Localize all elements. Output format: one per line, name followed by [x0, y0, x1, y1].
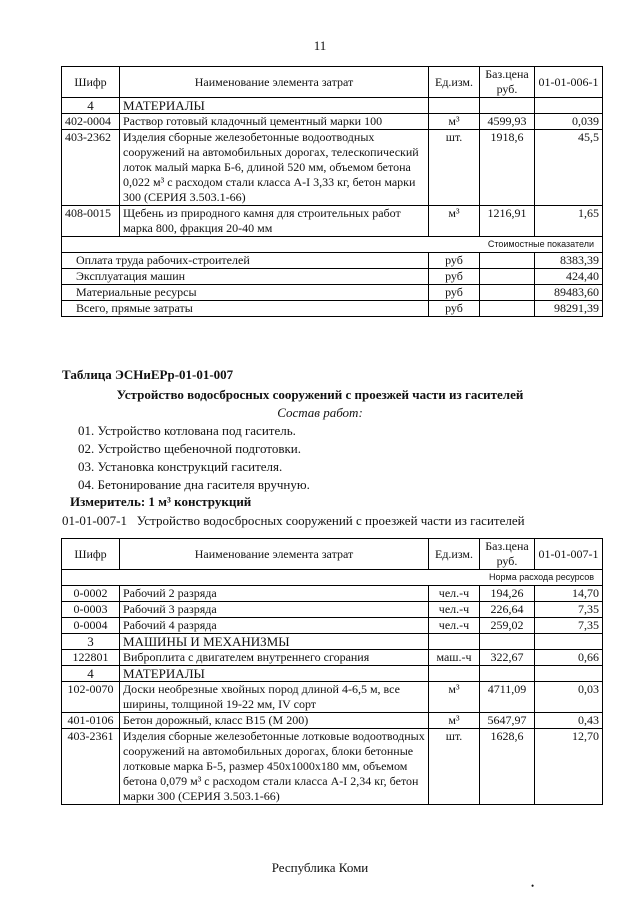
col-header-unit: Ед.изм.: [429, 539, 480, 570]
row-code: 403-2361: [62, 729, 120, 805]
row-unit: шт.: [429, 729, 480, 805]
row-price: 1216,91: [480, 206, 535, 237]
measurer: Измеритель: 1 м³ конструкций: [70, 494, 252, 509]
row-price: 4599,93: [480, 114, 535, 130]
table-row: [62, 130, 603, 206]
col-header-unit: Ед.изм.: [429, 67, 480, 98]
row-norm: 0,03: [535, 682, 603, 713]
col-header-name: Наименование элемента затрат: [120, 67, 429, 98]
row-unit: маш.-ч: [429, 650, 480, 666]
section-title: МАШИНЫ И МЕХАНИЗМЫ: [120, 634, 429, 650]
work-item: 02. Устройство щебеночной подготовки.: [78, 441, 301, 456]
table-row: [62, 206, 603, 237]
section-number: 4: [62, 98, 120, 114]
row-price: 194,26: [480, 586, 535, 602]
row-name: Раствор готовый кладочный цементный марки 100: [120, 114, 429, 130]
table-title: Устройство водосбросных сооружений с проезжей части из гасителей: [116, 387, 524, 402]
row-name: Щебень из природного камня для строительных работ марка 800, фракция 20-40 мм: [120, 206, 429, 237]
row-name: Изделия сборные железобетонные водоотводных сооружений на автомобильных дорогах, телескопический лоток малый марка Б-6, длиной 520 мм, объемом бетона 0,022 м³ с расходом стали класса А-I 3,33 кг, бетон марки 300 (СЕРИЯ 3.503.1-66): [120, 130, 429, 206]
total-value: 8383,39: [535, 253, 603, 269]
total-row: [62, 269, 603, 285]
row-price: 4711,09: [480, 682, 535, 713]
row-code: 0-0003: [62, 602, 120, 618]
row-unit: м³: [429, 206, 480, 237]
table-row: [62, 618, 603, 634]
total-label: Оплата труда рабочих-строителей: [62, 253, 429, 269]
row-name: Доски необрезные хвойных пород длиной 4-6,5 м, все ширины, толщиной 19-22 мм, IV сорт: [120, 682, 429, 713]
cost-indicators-note: Стоимостные показатели: [62, 237, 603, 253]
row-norm: 7,35: [535, 618, 603, 634]
col-header-price: Баз.цена руб.: [480, 67, 535, 98]
materials-table-1: [61, 66, 603, 317]
item-line: 01-01-007-1 Устройство водосбросных сооружений с проезжей части из гасителей: [62, 513, 525, 528]
col-header-code: Шифр: [62, 67, 120, 98]
row-unit: чел.-ч: [429, 586, 480, 602]
row-unit: м³: [429, 682, 480, 713]
col-header-price: Баз.цена руб.: [480, 539, 535, 570]
composition-title: Состав работ:: [277, 405, 363, 420]
resource-norm-note: Норма расхода ресурсов: [62, 570, 603, 586]
row-unit: чел.-ч: [429, 618, 480, 634]
col-header-code: Шифр: [62, 539, 120, 570]
table-header-row: [62, 67, 603, 98]
total-unit: руб: [429, 269, 480, 285]
work-item: 04. Бетонирование дна гасителя вручную.: [78, 477, 310, 492]
row-name: Рабочий 2 разряда: [120, 586, 429, 602]
total-row: [62, 285, 603, 301]
row-unit: шт.: [429, 130, 480, 206]
row-name: Изделия сборные железобетонные лотковые водоотводных сооружений на автомобильных дорогах, блоки бетонные лотковые марка Б-5, размер 450x1000x180 мм, объемом бетона 0,079 м³ с расходом стали класса А-I 2,34 кг, бетон марки 300 (СЕРИЯ 3.503.1-66): [120, 729, 429, 805]
row-price: 5647,97: [480, 713, 535, 729]
row-code: 408-0015: [62, 206, 120, 237]
row-norm: 7,35: [535, 602, 603, 618]
total-unit: руб: [429, 301, 480, 317]
row-norm: 0,43: [535, 713, 603, 729]
row-code: 0-0002: [62, 586, 120, 602]
table-row: [62, 729, 603, 805]
row-unit: м³: [429, 114, 480, 130]
row-norm: 45,5: [535, 130, 603, 206]
total-row: [62, 253, 603, 269]
table-row: [62, 682, 603, 713]
col-header-name: Наименование элемента затрат: [120, 539, 429, 570]
row-norm: 0,66: [535, 650, 603, 666]
row-norm: 14,70: [535, 586, 603, 602]
table-header: Таблица ЭСНиЕРр-01-01-007: [62, 367, 234, 382]
footer-region: Республика Коми: [271, 860, 369, 875]
note-row: [62, 237, 603, 253]
section-title: МАТЕРИАЛЫ: [120, 98, 429, 114]
section-row: [62, 634, 603, 650]
section-title: МАТЕРИАЛЫ: [120, 666, 429, 682]
row-unit: м³: [429, 713, 480, 729]
row-name: Бетон дорожный, класс В15 (М 200): [120, 713, 429, 729]
row-code: 102-0070: [62, 682, 120, 713]
total-row: [62, 301, 603, 317]
row-price: 1628,6: [480, 729, 535, 805]
table-row: [62, 713, 603, 729]
note-row: [62, 570, 603, 586]
row-code: 122801: [62, 650, 120, 666]
row-name: Рабочий 4 разряда: [120, 618, 429, 634]
total-label: Материальные ресурсы: [62, 285, 429, 301]
page-number: 11: [313, 38, 327, 53]
row-name: Рабочий 3 разряда: [120, 602, 429, 618]
work-item: 03. Установка конструкций гасителя.: [78, 459, 283, 474]
row-price: 259,02: [480, 618, 535, 634]
table-row: [62, 114, 603, 130]
table-row: [62, 586, 603, 602]
col-header-norm: 01-01-007-1: [535, 539, 603, 570]
row-name: Виброплита с двигателем внутреннего сгорания: [120, 650, 429, 666]
total-value: 89483,60: [535, 285, 603, 301]
row-norm: 12,70: [535, 729, 603, 805]
row-code: 403-2362: [62, 130, 120, 206]
row-norm: 1,65: [535, 206, 603, 237]
section-number: 3: [62, 634, 120, 650]
total-unit: руб: [429, 285, 480, 301]
row-norm: 0,039: [535, 114, 603, 130]
row-code: 402-0004: [62, 114, 120, 130]
work-item: 01. Устройство котлована под гаситель.: [78, 423, 296, 438]
row-price: 322,67: [480, 650, 535, 666]
row-code: 0-0004: [62, 618, 120, 634]
row-unit: чел.-ч: [429, 602, 480, 618]
table-row: [62, 602, 603, 618]
row-code: 401-0106: [62, 713, 120, 729]
section-number: 4: [62, 666, 120, 682]
stray-mark: •: [531, 881, 535, 891]
section-row: [62, 666, 603, 682]
total-value: 424,40: [535, 269, 603, 285]
total-label: Эксплуатация машин: [62, 269, 429, 285]
col-header-norm: 01-01-006-1: [535, 67, 603, 98]
total-unit: руб: [429, 253, 480, 269]
total-value: 98291,39: [535, 301, 603, 317]
row-price: 1918,6: [480, 130, 535, 206]
total-label: Всего, прямые затраты: [62, 301, 429, 317]
row-price: 226,64: [480, 602, 535, 618]
table-header-row: [62, 539, 603, 570]
section-row: [62, 98, 603, 114]
table-row: [62, 650, 603, 666]
resources-table-2: [61, 538, 603, 805]
